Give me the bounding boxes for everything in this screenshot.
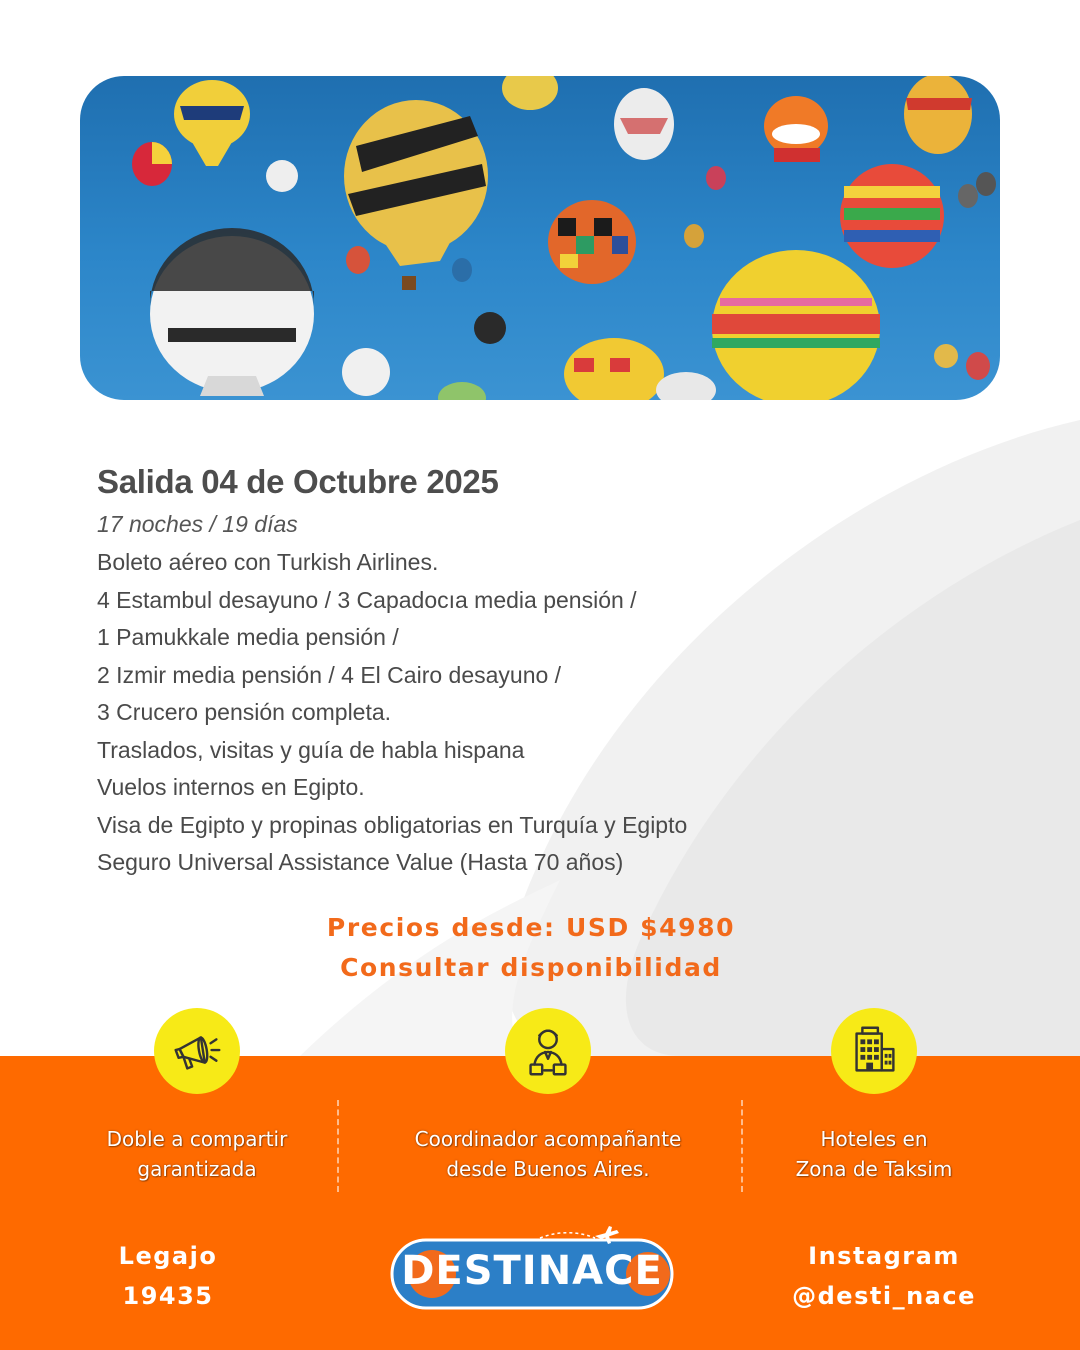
trip-details (97, 460, 757, 882)
price-block (0, 908, 1080, 988)
feature-label (358, 1124, 738, 1184)
feature-label-line: Hoteles en (820, 1127, 928, 1151)
feature-label-line: Coordinador acompañante (414, 1127, 682, 1151)
hotel-icon (843, 1020, 905, 1082)
detail-line: 3 Crucero pensión completa. (97, 699, 392, 725)
price-from: Precios desde: USD $4980 (326, 913, 736, 942)
coordinator-icon (517, 1020, 579, 1082)
instagram-label: Instagram (808, 1242, 960, 1270)
hero-image (80, 76, 1000, 400)
departure-title: Salida 04 de Octubre 2025 (97, 463, 499, 500)
trip-duration: 17 noches / 19 días (97, 511, 298, 537)
feature-label (7, 1124, 387, 1184)
feature-label-line: Doble a compartir (106, 1127, 288, 1151)
feature-label-line: garantizada (137, 1157, 257, 1181)
legajo-number: 19435 (122, 1282, 214, 1310)
legajo-block (68, 1236, 268, 1316)
detail-line: Vuelos internos en Egipto. (97, 774, 365, 800)
hot-air-balloons-illustration (80, 76, 1000, 400)
availability-note: Consultar disponibilidad (340, 953, 722, 982)
feature-icon-circle (154, 1008, 240, 1094)
detail-line: 2 Izmir media pensión / 4 El Cairo desayuno / (97, 661, 562, 688)
feature-coordinator (358, 1008, 738, 1184)
detail-line: Visa de Egipto y propinas obligatorias en Turquía y Egipto (97, 811, 688, 838)
legajo-label: Legajo (118, 1242, 218, 1270)
logo-wordmark: DESTINACE (401, 1248, 663, 1294)
detail-line: 4 Estambul desayuno / 3 Capadocıa media pensión / (97, 586, 637, 613)
feature-double-room (7, 1008, 387, 1184)
feature-icon-circle (505, 1008, 591, 1094)
feature-label (684, 1124, 1064, 1184)
feature-label-line: Zona de Taksim (795, 1157, 953, 1181)
destinace-logo (390, 1224, 676, 1314)
feature-label-line: desde Buenos Aires. (446, 1157, 650, 1181)
feature-hotels (684, 1008, 1064, 1184)
balloon-black-white (150, 228, 314, 396)
megaphone-icon (166, 1020, 228, 1082)
detail-line: Seguro Universal Assistance Value (Hasta 70 años) (97, 849, 624, 875)
feature-icon-circle (831, 1008, 917, 1094)
detail-line: 1 Pamukkale media pensión / (97, 624, 399, 650)
instagram-handle[interactable]: @desti_nace (792, 1282, 976, 1310)
detail-line: Boleto aéreo con Turkish Airlines. (97, 549, 439, 575)
instagram-block (770, 1236, 998, 1316)
detail-line: Traslados, visitas y guía de habla hispana (97, 736, 525, 763)
